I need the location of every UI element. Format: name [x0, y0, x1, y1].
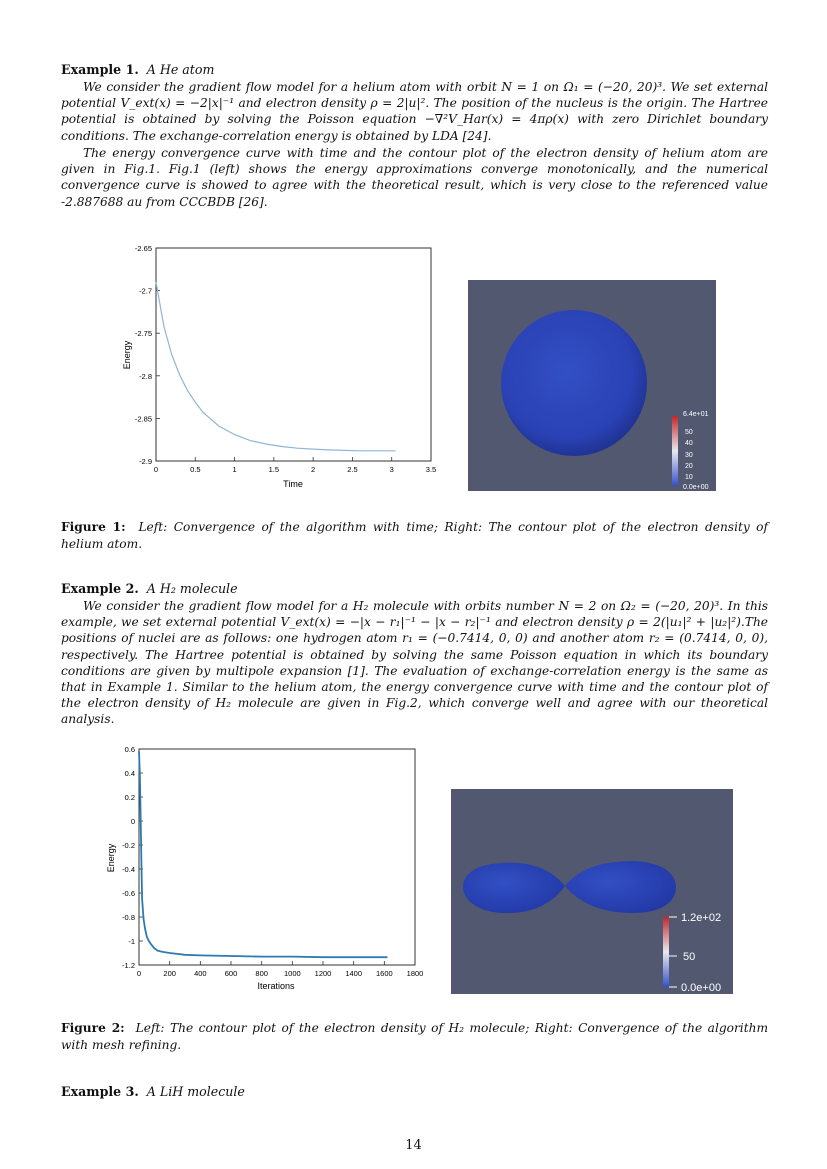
example2-label: Example 2. — [61, 581, 139, 596]
y-tick-label: -2.75 — [134, 329, 152, 339]
x-tick-label: 2.5 — [347, 465, 358, 474]
y-tick-label: -0.4 — [122, 865, 135, 874]
example2-paragraph-1 — [61, 598, 768, 728]
y-tick-label: -2.9 — [139, 457, 152, 466]
y-tick-label: -0.6 — [122, 889, 135, 898]
x-tick-label: 200 — [163, 969, 176, 978]
x-axis-label: Time — [283, 479, 303, 489]
plot-frame — [156, 248, 431, 461]
colorbar-1 — [672, 416, 678, 486]
figure1-caption-text: Left: Convergence of the algorithm with time; Right: The contour plot of the electron density of helium atom. — [61, 520, 769, 551]
example3-title: A LiH molecule — [146, 1084, 245, 1099]
x-tick-label: 3 — [389, 465, 394, 474]
y-tick-label: -0.2 — [122, 841, 135, 850]
y-tick-label: 0.6 — [124, 745, 135, 754]
x-axis-label: Iterations — [257, 981, 295, 991]
figure1-density-render — [468, 280, 716, 491]
x-tick-label: 3.5 — [425, 465, 437, 474]
example1-text-1: We consider the gradient flow model for a helium atom with orbit N = 1 on Ω₁ = (−20, 20)³. We set external potential V_ext(x) = −2|x|⁻¹ and electron density ρ = 2|u|². The position of the nucleus is the origin. The Hartree potential is obtained by solving the Poisson equation −∇²V_Har(x) = 4πρ(x) with zero Dirichlet boundary conditions. The exchange-correlation energy is obtained by LDA [24]. — [61, 80, 768, 143]
y-tick-label: -2.7 — [139, 286, 152, 296]
colorbar-1-tick: 20 — [685, 463, 693, 470]
x-tick-label: 1400 — [345, 969, 363, 978]
page-number: 14 — [405, 1138, 422, 1153]
y-tick-label: 0 — [130, 817, 135, 826]
colorbar-2-mid: 50 — [683, 951, 696, 963]
y-tick-label: -1 — [128, 937, 135, 946]
x-tick-label: 400 — [194, 969, 207, 978]
x-tick-label: 1800 — [406, 969, 424, 978]
figure2-density-render — [451, 789, 733, 994]
x-tick-label: 600 — [224, 969, 238, 978]
x-tick-label: 1 — [232, 465, 237, 474]
example1-heading — [61, 62, 214, 77]
example1-title: A He atom — [146, 62, 215, 77]
x-tick-label: 800 — [255, 969, 268, 978]
x-tick-label: 1200 — [314, 969, 332, 978]
example1-paragraph-1 — [61, 79, 768, 144]
example3-heading — [61, 1084, 245, 1099]
plot-frame — [139, 749, 415, 965]
colorbar-2 — [663, 917, 669, 987]
x-tick-label: 0 — [136, 969, 142, 978]
colorbar-1-tick: 40 — [685, 440, 693, 447]
figure2-caption-text: Left: The contour plot of the electron density of H₂ molecule; Right: Convergence of the algorithm with mesh refining. — [61, 1021, 769, 1052]
figure1-caption — [61, 519, 768, 552]
y-axis-label: Energy — [106, 843, 116, 873]
colorbar-1-tick: 50 — [685, 429, 693, 436]
figure2-energy-iterations-chart — [102, 740, 432, 995]
figure1-caption-label: Figure 1: — [61, 520, 126, 534]
figure2-caption — [61, 1020, 768, 1053]
example1-paragraph-2 — [61, 145, 768, 210]
x-tick-label: 2 — [311, 465, 316, 474]
h2-density-lobe-right — [565, 861, 676, 913]
colorbar-2-min: 0.0e+00 — [681, 982, 722, 994]
helium-density-sphere — [501, 310, 647, 456]
figure1-energy-time-chart — [118, 240, 443, 495]
example2-title: A H₂ molecule — [146, 581, 238, 596]
figure2-caption-label: Figure 2: — [61, 1021, 125, 1035]
x-tick-label: 0 — [153, 465, 159, 474]
y-tick-label: -2.65 — [134, 244, 152, 253]
example1-label: Example 1. — [61, 62, 139, 77]
colorbar-1-max: 6.4e+01 — [683, 411, 709, 418]
y-tick-label: -2.85 — [134, 414, 152, 424]
example3-label: Example 3. — [61, 1084, 139, 1099]
x-tick-label: 1600 — [375, 969, 393, 978]
y-axis-label: Energy — [122, 340, 132, 370]
example1-text-2: The energy convergence curve with time and the contour plot of the electron density of helium atom are given in Fig.1. Fig.1 (left) shows the energy approximations converge monotonically, and the numerical convergence curve is showed to agree with the theoretical result, which is very close to the referenced value -2.887688 au from CCCBDB [26]. — [61, 146, 768, 209]
y-tick-label: -1.2 — [122, 961, 135, 970]
example2-heading — [61, 581, 238, 596]
x-tick-label: 1.5 — [268, 465, 280, 474]
y-tick-label: -2.8 — [139, 371, 152, 381]
example2-text-1: We consider the gradient flow model for a H₂ molecule with orbits number N = 2 on Ω₂ = (−20, 20)³. In this example, we set external potential V_ext(x) = −|x − r₁|⁻¹ − |x − r₂|⁻¹ and electron density ρ = 2(|u₁|² + |u₂|²).The positions of nuclei are as follows: one hydrogen atom r₁ = (−0.7414, 0, 0) and another atom r₂ = (0.7414, 0, 0), respectively. The Hartree potential is obtained by solving the same Poisson equation in which its boundary conditions are given by multipole expansion [1]. The evaluation of exchange-correlation energy is the same as that in Example 1. Similar to the helium atom, the energy convergence curve with time and the contour plot of the electron density of H₂ molecule are given in Fig.2, which converge well and agree with our theoretical analysis. — [61, 599, 768, 727]
colorbar-1-min: 0.0e+00 — [683, 484, 709, 491]
colorbar-1-tick: 30 — [685, 452, 693, 459]
y-tick-label: -0.8 — [122, 913, 135, 922]
colorbar-1-tick: 10 — [685, 474, 693, 481]
h2-density-lobe-left — [463, 863, 565, 913]
x-tick-label: 1000 — [283, 969, 301, 978]
x-tick-label: 0.5 — [190, 465, 201, 474]
colorbar-2-max: 1.2e+02 — [681, 912, 722, 924]
y-tick-label: 0.2 — [124, 793, 135, 802]
y-tick-label: 0.4 — [124, 769, 135, 778]
